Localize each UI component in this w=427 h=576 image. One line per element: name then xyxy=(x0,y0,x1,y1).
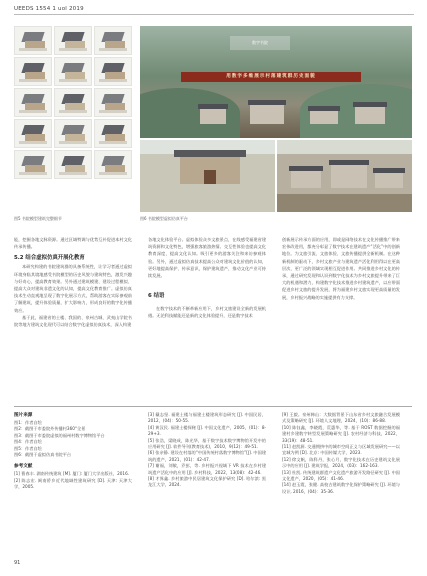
footnote-line: 图4：作者自绘 xyxy=(14,439,42,445)
model-thumbnail xyxy=(54,57,92,86)
model-thumbnail xyxy=(14,150,52,179)
model-thumbnail xyxy=(94,119,132,148)
paragraph: 基于此，福建省的土楼、我国的、泉州古城、武夷山学院书院等地方建筑文化现代可以结合数字化虚拟仿真技术，深入构建 xyxy=(14,314,132,328)
reference-item: [10] 陈钰鑫，李晓霞，荒惠华，等. 基于 ROST 数据挖掘的福建村乡建数字转型发展策略研究 [J]. 农村经济与科技，2022，33(19)：48-51. xyxy=(282,424,400,443)
model-thumbnail xyxy=(14,57,52,86)
reference-item: [13] 杜凯. 传统建筑群遗产文化遗产旅游开发路径研究 [J]. 中国文化遗产，2020，(05)：41-46. xyxy=(282,469,400,482)
house-shape xyxy=(250,104,284,124)
paragraph: 创新展示传承方面的应用，即或是网络技术在文化传播推广带来宏伟改进用，都充分彰显了数字技术在建筑遗产“活化”中的创新地位。为文旅引流、文旅体验、文旅传播提供全新机制。在这种新机制的驱动下，乡村文旅产业与建筑遗产活化利用得以在更高层次、更广泛的领域实现相互促进作用。共同推进乡村文化的传承，通过研究发现和认识到数字化技术为乡村文旅提升带来了巨大的机遇和潜力，构建数字化技术推进乡村建筑遗产，以应带面促进乡村文旅的提升发展，将为福建乡村文旅实现更高质量的发展，乡村振兴战略的实施提供有力支撑。 xyxy=(282,237,400,300)
vr-title-banner: 用数字多维展示村落建筑群历史面貌 xyxy=(181,72,361,82)
section-heading: 6 结语 xyxy=(148,293,165,300)
vr-logo: 数字书院 xyxy=(230,36,290,50)
model-thumbnail xyxy=(14,26,52,55)
footnote-line: 图2：截图于市委院外传播村360°全景 xyxy=(14,426,86,432)
reference-item: [7] 谢福，刘敏，乔彭，等. 乡村振兴视域下 VR 技术在乡村建筑遗产活化中的应用 [J]. 乡村科技，2022，13(08)：42-46. xyxy=(148,463,266,475)
model-thumbnail xyxy=(54,88,92,117)
footnote-line: 图5：作者自绘 xyxy=(14,445,42,451)
figure-sources-title: 图片来源 xyxy=(14,413,33,418)
reference-item: [6] 张亲静. 建设在村落的“中国传统村落数字博物馆”[J]. 中国建筑的遗产，2021，(01)：42-47. xyxy=(148,450,266,462)
figure-1 xyxy=(14,26,132,179)
reference-item: [4] 黄汉民. 福建土楼探秘 [J]. 中国文化遗产，2005，(01)：8-29+3. xyxy=(148,424,266,437)
figure-2-caption: 图6 书院模型虚拟仿真平台 xyxy=(140,216,188,221)
house-shape xyxy=(291,170,321,188)
model-thumbnail xyxy=(54,150,92,179)
model-thumbnail xyxy=(54,119,92,148)
footnote-rule xyxy=(14,406,412,407)
section-heading: 5.2 结合虚拟仿真开展化教育 xyxy=(14,255,85,262)
model-thumbnail xyxy=(94,57,132,86)
paragraph: 能，挖掘各地文脉资源。通过区域特调与优势互补促进本村文化传承传播。 xyxy=(14,237,132,250)
header-rule xyxy=(14,14,414,15)
reference-item: [3] 戴志坚. 福建土楼与福建土楼建筑形态研究 [J]. 中国民居，2012，(04)：50-55. xyxy=(148,412,266,424)
paragraph: 本研究构建的书院建筑群的具备系统性，让学习者通过虚拟环境身临其境地感受书院模型的历史风貌与建筑特色，激发兴趣与好奇心，提高教育效果。另外通过建筑模建、建设过程模拟、提高大众对建筑非遗文化的认知，提高文化教育推广。虚拟仿真技术生动直观地呈现了数字化展示方式，帮助游客在实际参观前了解建筑，提升体验质量，扩大影响力，形成良好的数字化传播效应。 xyxy=(14,264,132,313)
body-column-2 xyxy=(148,236,266,320)
model-thumbnail xyxy=(94,88,132,117)
house-shape xyxy=(310,110,338,124)
footnote-line: 图1：作者自绘 xyxy=(14,420,42,425)
figure-1-caption: 图5 书院模型建筑完整细节 xyxy=(14,216,62,221)
house-shape xyxy=(200,108,226,124)
model-thumbnail xyxy=(14,119,52,148)
reference-item: [5] 张浩，梁晓成，陈光华，基于数字技术数字博物馆开发中的应用研究 [J]. 软件导刊(教育技术)，2010，9(12)：49-51. xyxy=(148,437,266,450)
journal-header: UEEDS 1554 1 uol 2019 xyxy=(14,6,84,12)
reference-item: [8] 才界鑫. 乡村旅游中民居建筑文化保护研究 [D]. 哈尔滨: 黑龙江大学，2024. xyxy=(148,476,266,488)
footnote-line: 图6：截图于虚拟仿真书院平台 xyxy=(14,452,72,458)
footnote-column-1 xyxy=(14,412,132,491)
paragraph: 各地文化体验平台。虚拟体验众多文旅景点，在线感受福建省建筑资源和文化特色，增强旅客旅游热情。交互性体验也提高文化教育深度，提高文化认知。吸引更多的游客关注和来访参观体验。另外，通过虚拟仿真技术提高公众对建筑文化价值的认知，更好地提高保护、传承意识，保护建筑遗产，推动文化产业可持续发展。 xyxy=(148,237,266,279)
gate-shape xyxy=(180,156,240,184)
house-shape xyxy=(331,164,367,188)
vr-gate-view xyxy=(140,140,275,212)
model-thumbnail xyxy=(94,26,132,55)
reference-item: [2] 陈志宏. 闽南侨乡近代地域性建筑研究 [D]. 天津: 天津大学，2005. xyxy=(14,477,132,490)
reference-item: [1] 曹春丰. 湖南传统建筑 [M]. 厦门: 厦门大学出版社，2016. xyxy=(14,471,130,477)
body-column-1 xyxy=(14,236,132,328)
reference-item: [14] 赵玉霞，张健. 高校古建筑数字化保护策略研究 [J]. 环境与设计, 2016，(04)：35-36. xyxy=(282,482,400,494)
reference-item: [11] 赵凯源. 交通拥挤中的城市空间正义与区域发展研究——以宜城为例 [D]. 北京: 中国传媒大学，2023. xyxy=(282,444,400,456)
house-shape xyxy=(355,106,385,124)
vr-aerial-view xyxy=(277,140,412,212)
model-thumbnail-grid xyxy=(14,26,132,179)
footnote-line: 图3：截图于市委院虚拟的福州村数字博物馆平台 xyxy=(14,432,105,438)
footnote-column-2 xyxy=(148,412,266,489)
page-number: 91 xyxy=(14,560,21,566)
reference-item: [9] 王毅。泉州韩山：大数据背景下山东省乡村文旅融合发展模式及策略研究 [J]. 环境人文地理，2024，(10)：86-88. xyxy=(282,412,400,424)
model-thumbnail xyxy=(94,150,132,179)
house-shape xyxy=(375,172,403,188)
model-thumbnail xyxy=(14,88,52,117)
footnote-column-3 xyxy=(282,412,400,495)
vr-platform-screenshot xyxy=(140,26,412,138)
references-title: 参考文献 xyxy=(14,464,33,470)
model-thumbnail xyxy=(54,26,92,55)
paragraph: 在数字技术的不断革新应用下，乡村文旅建设全新的发展机遇。无论科技赋能还是新的文化体验提升，还是数字技术 xyxy=(148,306,266,319)
reference-item: [12] 徐文帆，陈科丹，张心月，数字化技术在历史建筑文化展示中的应用 [J]. 建筑学报，2024，(03)：162-163. xyxy=(282,456,400,469)
ground-shape xyxy=(277,194,412,212)
body-column-3 xyxy=(282,236,400,301)
